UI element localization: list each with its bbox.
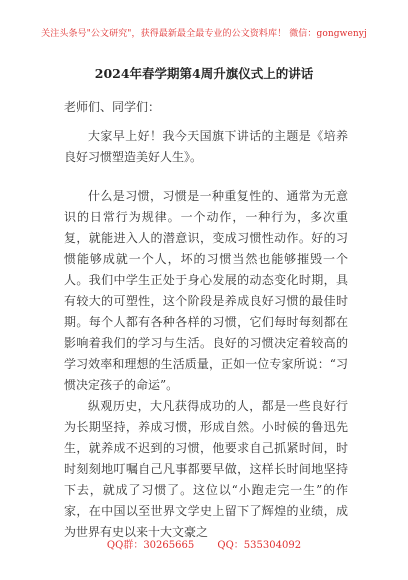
document-title: 2024年春学期第4周升旗仪式上的讲话	[94, 66, 314, 81]
paragraph-text: 大家早上好！我今天国旗下讲话的主题是《培养良好习惯塑造美好人生》。	[64, 129, 348, 164]
paragraph-text: 纵观历史，大凡获得成功的人，都是一些良好行为长期坚持，养成习惯，形成自然。小时候的鲁迅先生，就养成不迟到的习惯，他要求自己抓紧时间，时时刻刻地叮嘱自己凡事都要早做，这样长时间地坚持下去，就成了习惯了。这位以“小跑走完一生”的作家，在中国以至世界文学史上留下了辉煌的业绩，成为世界有史以来十大文豪之	[64, 399, 348, 539]
paragraph-2	[64, 186, 348, 417]
qq-number: QQ：535304092	[217, 540, 302, 551]
greeting-line: 老师们、同学们：	[64, 100, 161, 114]
qq-group-number: QQ群：30265665	[106, 540, 195, 551]
promo-banner: 关注头条号"公文研究"，获得最新最全最专业的公文资料库！ 微信：gongwenyj	[41, 29, 367, 39]
paragraph-text: 什么是习惯，习惯是一种重复性的、通常为无意识的日常行为规律。一个动作，一种行为，多次重复，就能进入人的潜意识，变成习惯性动作。好的习惯能够成就一个人，坏的习惯当然也能够摧毁一个人。我们中学生正处于身心发展的动态变化时期，具有较大的可塑性，这个阶段是养成良好习惯的最佳时期。每个人都有各种各样的习惯，它们每时每刻都在影响着我们的学习与生活。良好的习惯决定着较高的学习效率和理想的生活质量，正如一位专家所说：“习惯决定孩子的命运”。	[64, 189, 348, 392]
paragraph-1	[64, 126, 348, 189]
footer-contact	[0, 536, 408, 551]
